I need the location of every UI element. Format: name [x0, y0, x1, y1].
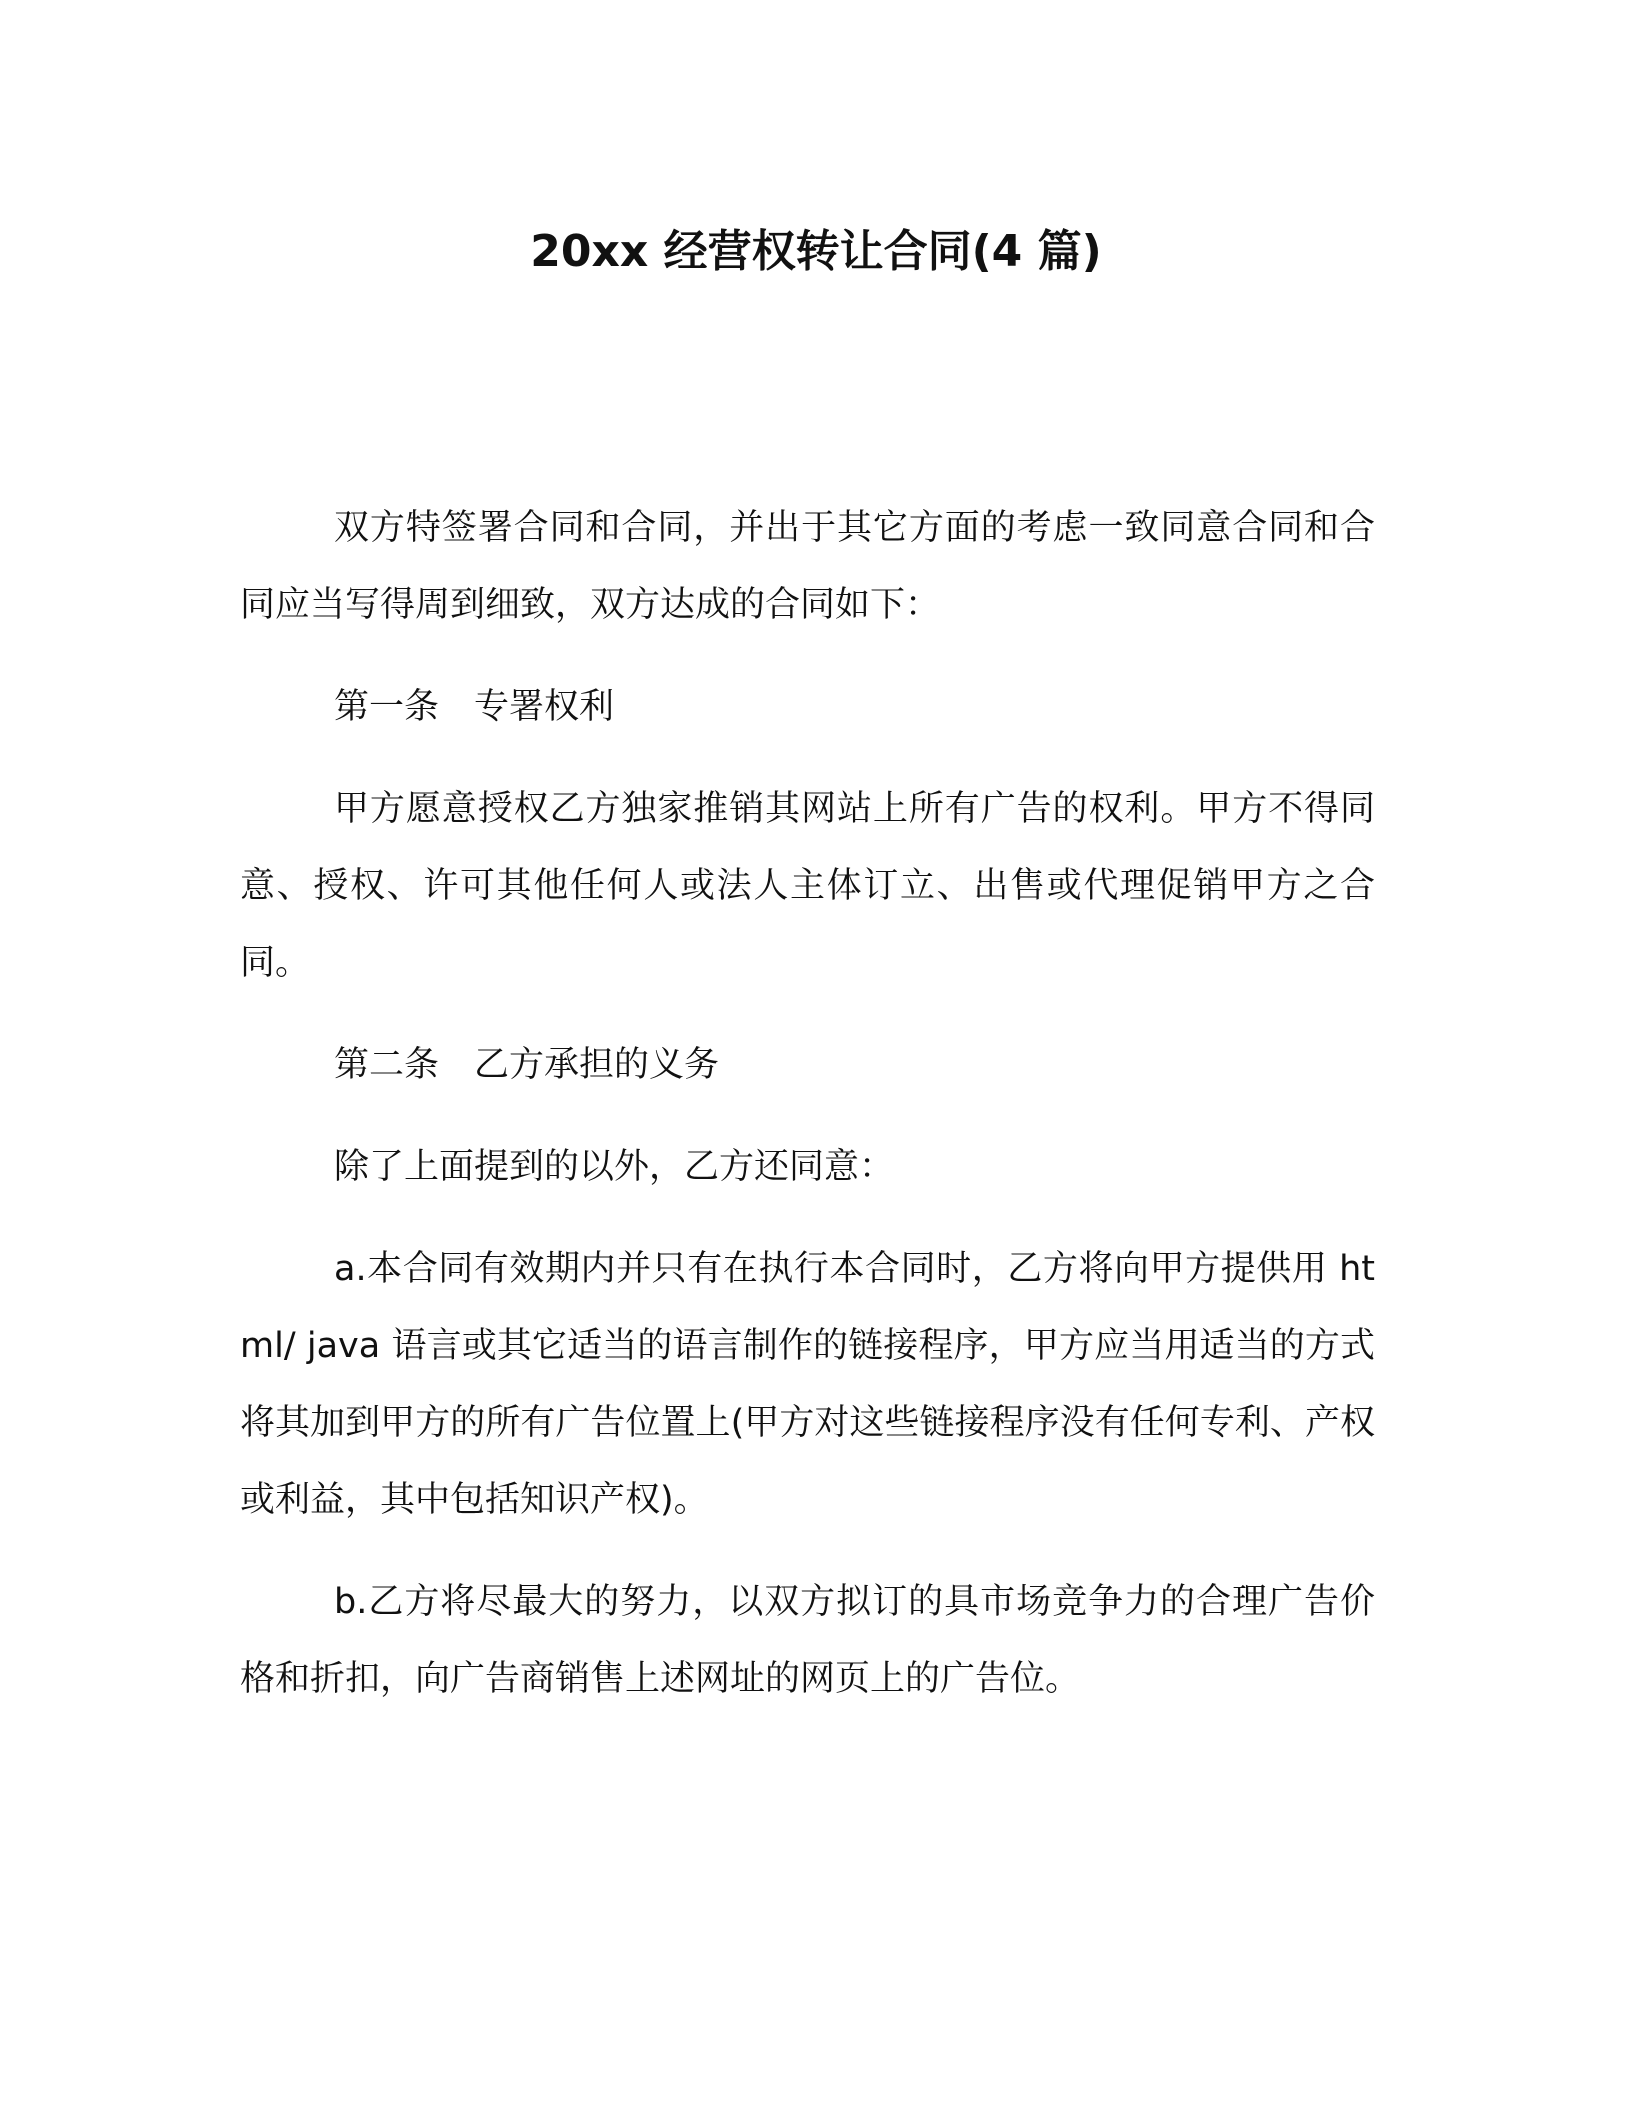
paragraph-article-1: 甲方愿意授权乙方独家推销其网站上所有广告的权利。甲方不得同意、授权、许可其他任何人或法人主体订立、出售或代理促销甲方之合同。: [240, 789, 1375, 983]
document-title: 20xx 经营权转让合同(4 篇): [530, 226, 1102, 277]
paragraph-article-2-intro: 除了上面提到的以外，乙方还同意：: [334, 1147, 895, 1187]
article-2-heading: 第二条 乙方承担的义务: [334, 1045, 720, 1085]
document-body: [240, 490, 1375, 1743]
paragraph-clause-a: a.本合同有效期内并只有在执行本合同时，乙方将向甲方提供用 html/ java 语言或其它适当的语言制作的链接程序，甲方应当用适当的方式将其加到甲方的所有广告位置上(甲方对这些链接程序没有任何专利、产权或利益，其中包括知识产权)。: [240, 1249, 1375, 1520]
article-1-heading: 第一条 专署权利: [334, 687, 615, 727]
paragraph-intro: 双方特签署合同和合同，并出于其它方面的考虑一致同意合同和合同应当写得周到细致，双方达成的合同如下：: [240, 508, 1375, 625]
paragraph-clause-b: b.乙方将尽最大的努力，以双方拟订的具市场竞争力的合理广告价格和折扣，向广告商销售上述网址的网页上的广告位。: [240, 1582, 1375, 1699]
